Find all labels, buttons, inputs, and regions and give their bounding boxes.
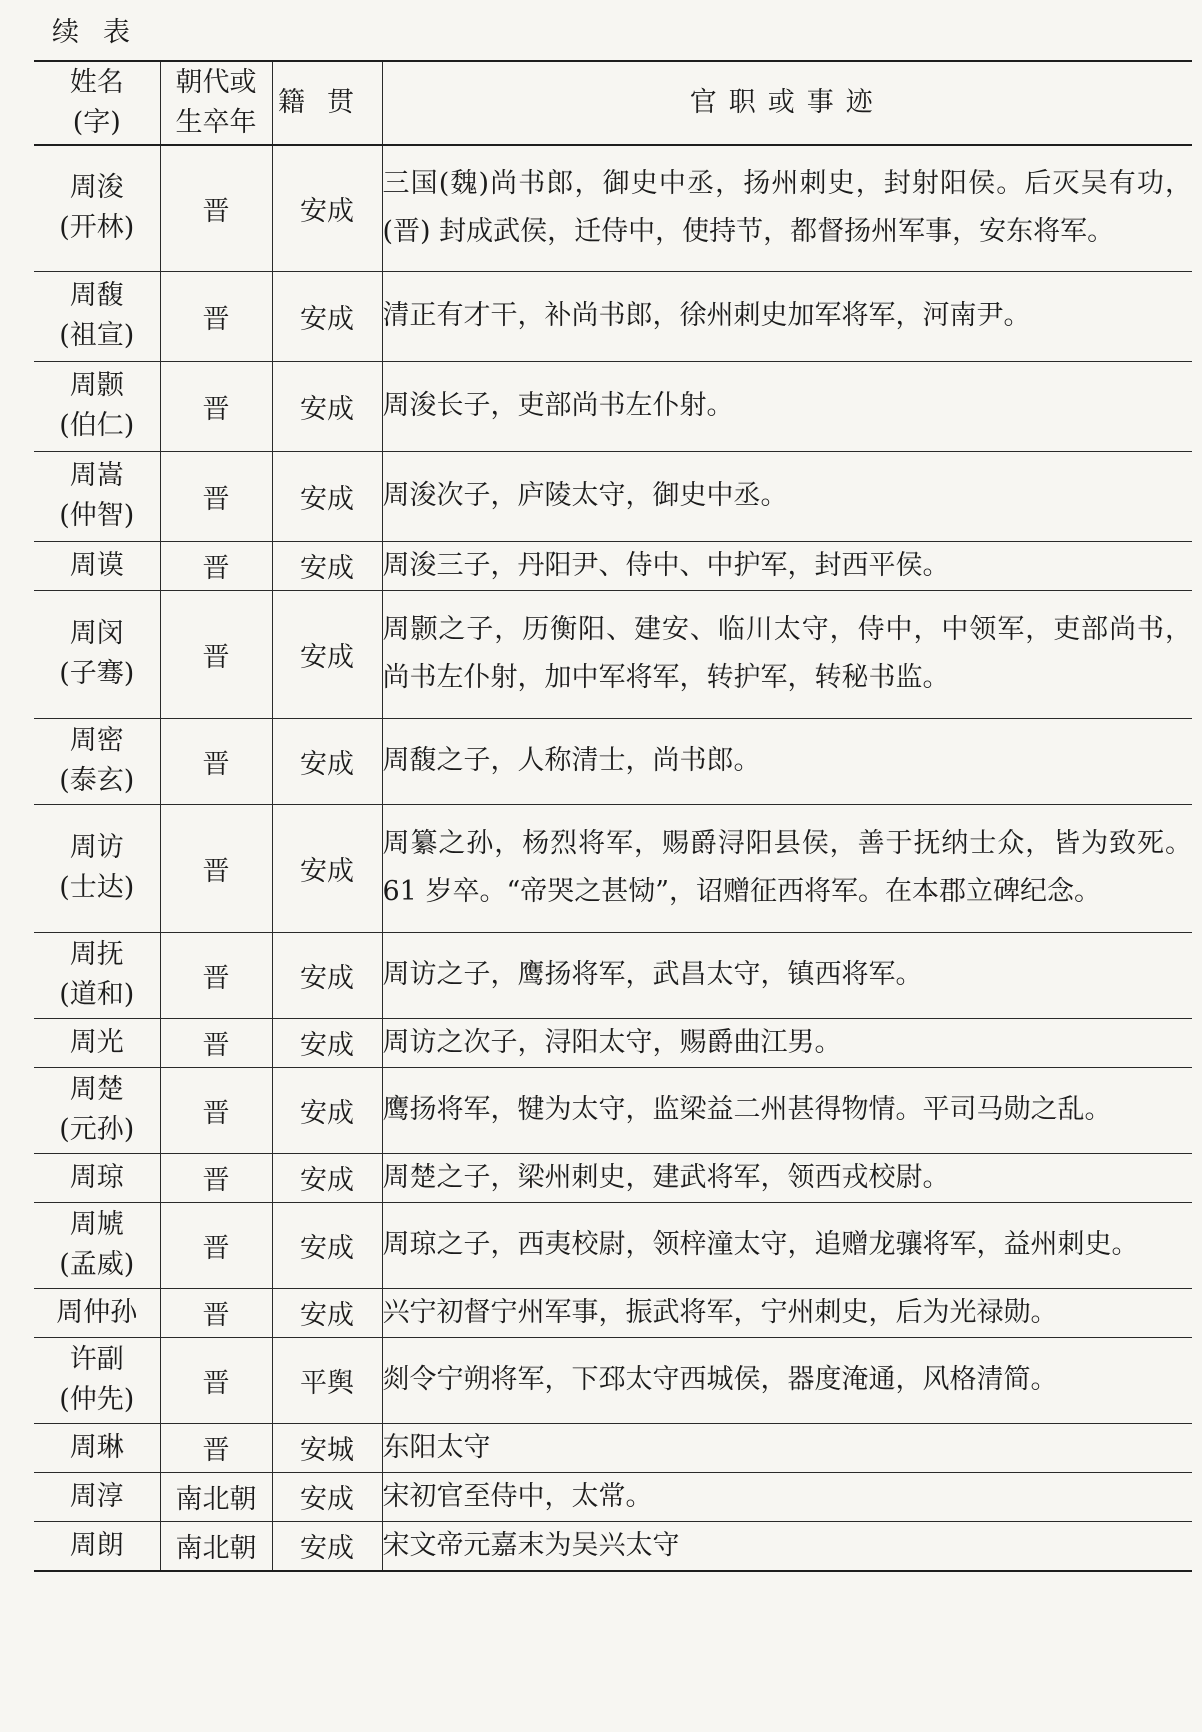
deeds-cell: 宋文帝元嘉末为吴兴太守 (382, 1521, 1192, 1571)
era-cell: 晋 (160, 1288, 272, 1337)
table-row (34, 718, 1192, 804)
person-name: 周闵 (69, 618, 124, 649)
deeds-cell: 周浚次子，庐陵太守，御史中丞。 (382, 451, 1192, 541)
deeds-cell: 周楚之子，梁州刺史，建武将军，领西戎校尉。 (382, 1153, 1192, 1202)
place-cell: 安成 (272, 541, 382, 590)
table-row (34, 804, 1192, 932)
person-cell (34, 590, 160, 718)
deeds-cell: 周颢之子，历衡阳、建安、临川太守，侍中，中领军，吏部尚书，尚书左仆射，加中军将军，转护军，转秘书监。 (382, 590, 1192, 718)
table-row (34, 1018, 1192, 1067)
table-header-row (34, 61, 1192, 145)
place-cell: 安成 (272, 451, 382, 541)
table-row (34, 145, 1192, 271)
table-row (34, 1472, 1192, 1521)
person-name: 周颢 (69, 370, 124, 401)
era-cell: 晋 (160, 932, 272, 1018)
person-name: 周浚 (69, 172, 124, 204)
person-cell (34, 1018, 160, 1067)
place-cell: 平舆 (272, 1337, 382, 1423)
person-name: 周朗 (69, 1529, 124, 1561)
person-cell (34, 1472, 160, 1521)
person-name: 许副 (69, 1344, 124, 1375)
person-cell (34, 1153, 160, 1202)
person-cell (34, 804, 160, 932)
header-era: 朝代或 生卒年 (160, 61, 272, 145)
table-row (34, 1202, 1192, 1288)
table-row (34, 1423, 1192, 1472)
person-name: 周密 (69, 725, 124, 756)
courtesy-name: (道和) (59, 979, 135, 1010)
page-header: 续表 (52, 17, 154, 48)
person-name: 周仲孙 (56, 1296, 138, 1328)
deeds-cell: 三国(魏)尚书郎，御史中丞，扬州刺史，封射阳侯。后灭吴有功，(晋) 封成武侯，迁侍中，使持节，都督扬州军事，安东将军。 (382, 145, 1192, 271)
deeds-cell: 周纂之孙，杨烈将军，赐爵浔阳县侯，善于抚纳士众，皆为致死。61 岁卒。“帝哭之甚恸”，诏赠征西将军。在本郡立碑纪念。 (382, 804, 1192, 932)
person-cell (34, 1288, 160, 1337)
place-cell: 安成 (272, 932, 382, 1018)
deeds-cell: 剡令宁朔将军，下邳太守西城侯，器度淹通，风格清简。 (382, 1337, 1192, 1423)
deeds-cell: 兴宁初督宁州军事，振武将军，宁州刺史，后为光禄勋。 (382, 1288, 1192, 1337)
table-row (34, 590, 1192, 718)
header-deeds: 官职或事迹 (382, 61, 1192, 145)
era-cell: 晋 (160, 590, 272, 718)
table-row (34, 361, 1192, 451)
place-cell: 安成 (272, 1288, 382, 1337)
deeds-cell: 周访之次子，浔阳太守，赐爵曲江男。 (382, 1018, 1192, 1067)
deeds-cell: 周浚长子，吏部尚书左仆射。 (382, 361, 1192, 451)
header-name: 姓名 (字) (34, 61, 160, 145)
table-row (34, 1337, 1192, 1423)
deeds-cell: 清正有才干，补尚书郎，徐州刺史加军将军，河南尹。 (382, 271, 1192, 361)
deeds-cell: 东阳太守 (382, 1423, 1192, 1472)
person-cell (34, 541, 160, 590)
place-cell: 安成 (272, 1018, 382, 1067)
courtesy-name: (泰玄) (59, 765, 135, 796)
place-cell: 安成 (272, 361, 382, 451)
person-cell (34, 145, 160, 271)
biography-table (34, 60, 1192, 1572)
place-cell: 安成 (272, 1067, 382, 1153)
deeds-cell: 周浚三子，丹阳尹、侍中、中护军，封西平侯。 (382, 541, 1192, 590)
courtesy-name: (子骞) (59, 658, 135, 689)
place-cell: 安城 (272, 1423, 382, 1472)
person-name: 周谟 (69, 549, 124, 581)
table-row (34, 541, 1192, 590)
era-cell: 晋 (160, 1337, 272, 1423)
person-name: 周抚 (69, 939, 124, 970)
table-row (34, 271, 1192, 361)
table-row (34, 932, 1192, 1018)
era-cell: 晋 (160, 361, 272, 451)
era-cell: 晋 (160, 1202, 272, 1288)
deeds-cell: 周馥之子，人称清士，尚书郎。 (382, 718, 1192, 804)
table-row (34, 1521, 1192, 1571)
person-cell (34, 1067, 160, 1153)
era-cell: 晋 (160, 1423, 272, 1472)
table-row (34, 1288, 1192, 1337)
place-cell: 安成 (272, 1153, 382, 1202)
person-cell (34, 451, 160, 541)
table-row (34, 1153, 1192, 1202)
place-cell: 安成 (272, 590, 382, 718)
person-cell (34, 361, 160, 451)
courtesy-name: (仲先) (59, 1384, 135, 1415)
person-name: 周访 (69, 832, 124, 863)
era-cell: 南北朝 (160, 1472, 272, 1521)
person-name: 周嵩 (69, 460, 124, 491)
table-row (34, 451, 1192, 541)
person-name: 周淳 (69, 1480, 124, 1512)
courtesy-name: (开林) (59, 212, 135, 244)
person-name: 周琳 (69, 1431, 124, 1463)
person-cell (34, 932, 160, 1018)
place-cell: 安成 (272, 271, 382, 361)
place-cell: 安成 (272, 804, 382, 932)
era-cell: 晋 (160, 1153, 272, 1202)
courtesy-name: (士达) (59, 872, 135, 903)
courtesy-name: (仲智) (59, 500, 135, 531)
person-cell (34, 1423, 160, 1472)
person-cell (34, 1337, 160, 1423)
courtesy-name: (祖宣) (59, 320, 135, 351)
courtesy-name: (元孙) (59, 1114, 135, 1145)
place-cell: 安成 (272, 1472, 382, 1521)
courtesy-name: (伯仁) (59, 410, 135, 441)
place-cell: 安成 (272, 718, 382, 804)
era-cell: 晋 (160, 451, 272, 541)
person-cell (34, 271, 160, 361)
era-cell: 晋 (160, 541, 272, 590)
era-cell: 南北朝 (160, 1521, 272, 1571)
place-cell: 安成 (272, 145, 382, 271)
person-name: 周虓 (69, 1209, 124, 1240)
era-cell: 晋 (160, 718, 272, 804)
table-row (34, 1067, 1192, 1153)
person-name: 周楚 (69, 1074, 124, 1105)
era-cell: 晋 (160, 145, 272, 271)
person-name: 周馥 (69, 280, 124, 311)
era-cell: 晋 (160, 804, 272, 932)
person-name: 周光 (69, 1026, 124, 1058)
header-place: 籍贯 (272, 61, 382, 145)
place-cell: 安成 (272, 1521, 382, 1571)
era-cell: 晋 (160, 1067, 272, 1153)
place-cell: 安成 (272, 1202, 382, 1288)
deeds-cell: 宋初官至侍中，太常。 (382, 1472, 1192, 1521)
person-cell (34, 718, 160, 804)
person-cell (34, 1202, 160, 1288)
person-cell (34, 1521, 160, 1571)
era-cell: 晋 (160, 271, 272, 361)
era-cell: 晋 (160, 1018, 272, 1067)
person-name: 周琼 (69, 1161, 124, 1193)
deeds-cell: 鹰扬将军，犍为太守，监梁益二州甚得物情。平司马勋之乱。 (382, 1067, 1192, 1153)
courtesy-name: (孟威) (59, 1249, 135, 1280)
deeds-cell: 周琼之子，西夷校尉，领梓潼太守，追赠龙骧将军，益州刺史。 (382, 1202, 1192, 1288)
deeds-cell: 周访之子，鹰扬将军，武昌太守，镇西将军。 (382, 932, 1192, 1018)
